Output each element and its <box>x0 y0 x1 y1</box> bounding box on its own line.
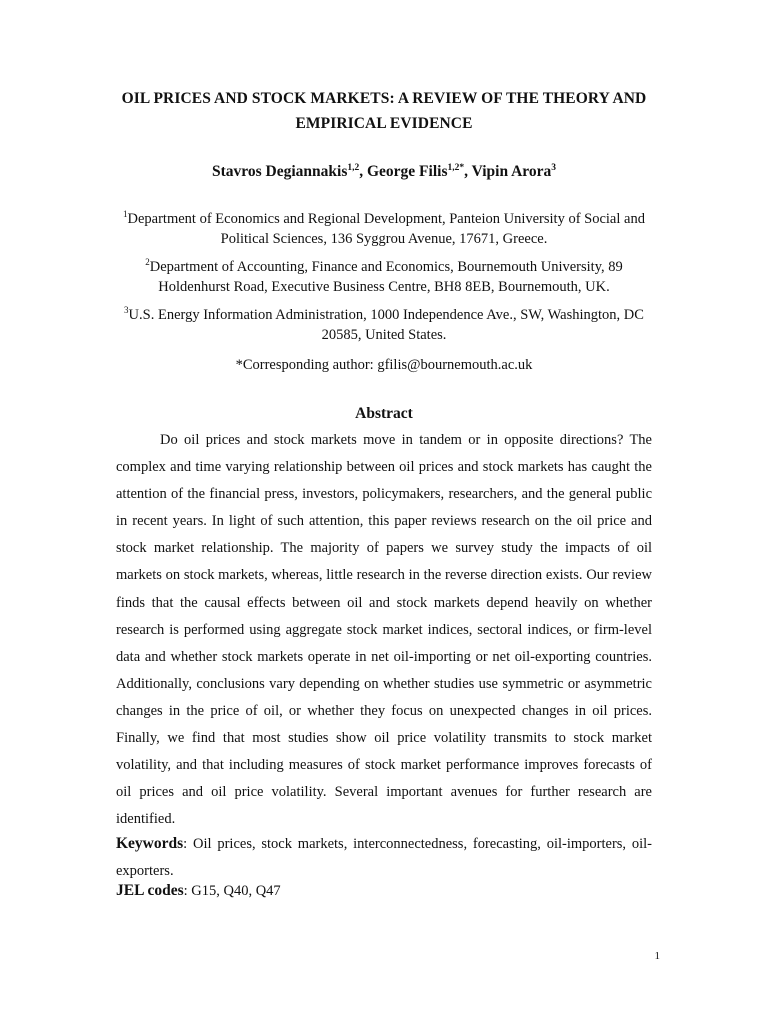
affiliation-3 <box>110 305 658 345</box>
affiliation-line: 20585, United States. <box>321 327 447 343</box>
jel-codes-text: : G15, Q40, Q47 <box>183 883 281 899</box>
keywords <box>116 830 652 885</box>
affiliation-line <box>110 257 658 277</box>
author-list <box>100 162 668 182</box>
affiliation-text: Department of Economics and Regional Development, Panteion University of Social and <box>127 211 645 227</box>
author-separator: , <box>464 163 472 180</box>
author-name: Stavros Degiannakis <box>211 163 348 180</box>
author-name: Vipin Arora <box>471 163 552 180</box>
keywords-text: : Oil prices, stock markets, interconnectedness, forecasting, oil-importers, oil-exporters. <box>116 836 652 879</box>
author-affiliation-marker: 1,2 <box>347 163 360 173</box>
jel-codes <box>116 881 652 901</box>
paper-title-line-1: OIL PRICES AND STOCK MARKETS: A REVIEW OF THE THEORY AND <box>121 90 647 107</box>
affiliation-2 <box>110 257 658 297</box>
page-number: 1 <box>654 950 660 962</box>
paper-title-line-2: EMPIRICAL EVIDENCE <box>295 115 473 132</box>
affiliation-marker: 3 <box>124 305 129 315</box>
abstract-heading: Abstract <box>355 405 413 422</box>
jel-codes-label: JEL codes <box>116 882 184 899</box>
affiliation-text: U.S. Energy Information Administration, 1000 Independence Ave., SW, Washington, DC <box>128 307 644 323</box>
keywords-label: Keywords <box>116 835 184 852</box>
affiliation-line <box>110 209 658 229</box>
affiliation-marker: 1 <box>123 209 128 219</box>
paper-title <box>100 86 668 136</box>
affiliation-1 <box>110 209 658 249</box>
affiliation-text: Department of Accounting, Finance and Economics, Bournemouth University, 89 <box>149 259 623 275</box>
affiliation-line: Holdenhurst Road, Executive Business Centre, BH8 8EB, Bournemouth, UK. <box>158 279 610 295</box>
affiliation-marker: 2 <box>145 257 150 267</box>
affiliation-line <box>110 305 658 325</box>
author-name: George Filis <box>366 163 448 180</box>
abstract-body: Do oil prices and stock markets move in tandem or in opposite directions? The complex and time varying relationship between oil prices and stock markets has caught the attention of the financial press, investors, policymakers, researchers, and the general public in recent years. In light of such attention, this paper reviews research on the oil price and stock market relationship. The majority of papers we survey study the impacts of oil markets on stock markets, whereas, little research in the reverse direction exists. Our review finds that the causal effects between oil and stock markets depend heavily on whether research is performed using aggregate stock market indices, sectoral indices, or firm-level data and whether stock markets operate in net oil-importing or net oil-exporting countries. Additionally, conclusions vary depending on whether studies use symmetric or asymmetric changes in the price of oil, or whether they focus on unexpected changes in oil prices. Finally, we find that most studies show oil price volatility transmits to stock market volatility, and that including measures of stock market performance improves forecasts of oil prices and oil price volatility. Several important avenues for further research are identified. <box>116 432 652 828</box>
author-affiliation-marker: 1,2* <box>447 163 465 173</box>
author-separator: , <box>359 163 367 180</box>
corresponding-author: *Corresponding author: gfilis@bournemouth.ac.uk <box>235 357 533 373</box>
affiliation-line: Political Sciences, 136 Syggrou Avenue, 17671, Greece. <box>220 231 548 247</box>
author-affiliation-marker: 3 <box>551 163 557 173</box>
